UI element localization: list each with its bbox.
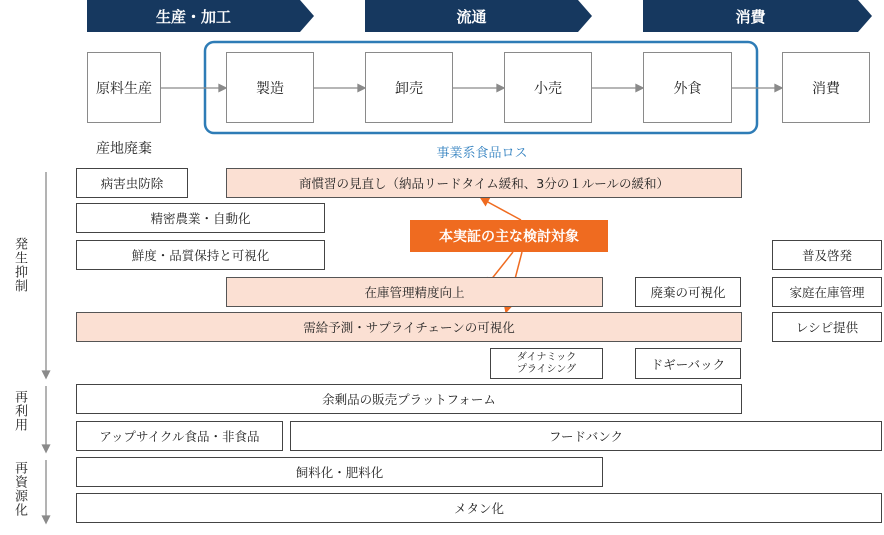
side-label-prevention: 発生抑制 [12,237,27,293]
node-retail: 小売 [504,52,592,123]
study-target-callout: 本実証の主な検討対象 [410,220,608,252]
measure-freshness: 鮮度・品質保持と可視化 [76,240,325,270]
measure-methane: メタン化 [76,493,882,523]
stage-production: 生産・加工 [155,7,231,26]
side-label-recycle: 再資源化 [12,461,27,517]
stage-distribution: 流通 [456,7,487,26]
measure-doggy-bag: ドギーバック [635,348,741,379]
side-label-reuse: 再利用 [12,390,27,432]
measure-upcycle: アップサイクル食品・非食品 [76,421,283,451]
measure-pest-control: 病害虫防除 [76,168,188,198]
node-wholesale: 卸売 [365,52,453,123]
measure-recipe: レシピ提供 [772,312,882,342]
business-loss-label: 事業系食品ロス [436,146,528,161]
measure-inventory-accuracy: 在庫管理精度向上 [226,277,603,307]
measure-awareness: 普及啓発 [772,240,882,270]
measure-food-bank: フードバンク [290,421,882,451]
measure-precision-agriculture: 精密農業・自動化 [76,203,325,233]
measure-dynamic-pricing: ダイナミック プライシング [490,348,603,379]
node-food-service: 外食 [643,52,732,123]
measure-surplus-platform: 余剰品の販売プラットフォーム [76,384,742,414]
measure-demand-forecast: 需給予測・サプライチェーンの可視化 [76,312,742,342]
node-raw-production: 原料生産 [87,52,161,123]
measure-home-inventory: 家庭在庫管理 [772,277,882,307]
production-waste-label: 産地廃棄 [96,141,152,157]
measure-waste-visibility: 廃棄の可視化 [635,277,741,307]
measure-trade-practice: 商慣習の見直し（納品リードタイム緩和、3分の１ルールの緩和） [226,168,742,198]
measure-feed-fertilizer: 飼料化・肥料化 [76,457,603,487]
stage-consumption: 消費 [735,7,766,26]
node-consumption: 消費 [782,52,870,123]
node-manufacturing: 製造 [226,52,314,123]
